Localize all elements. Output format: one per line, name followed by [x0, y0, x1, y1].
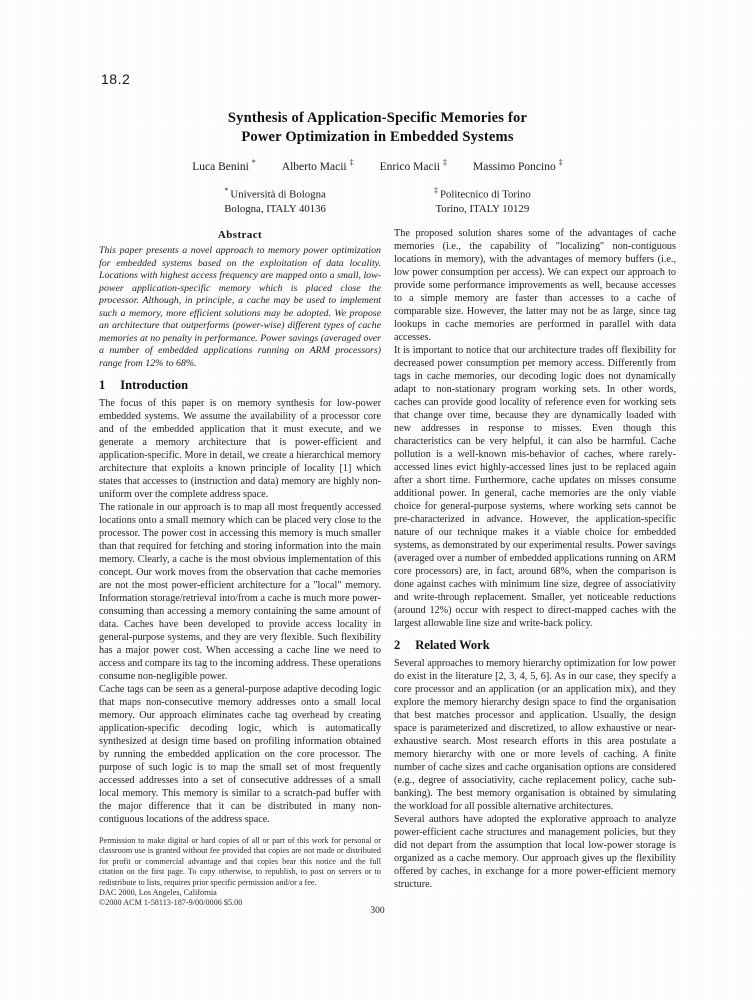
affiliation-city: Bologna, ITALY 40136: [224, 203, 326, 216]
paper-title-line-2: Power Optimization in Embedded Systems: [241, 129, 514, 145]
author-affiliation-marker: *: [251, 158, 256, 167]
affiliation-torino: [434, 184, 531, 217]
section-heading-introduction: [99, 378, 381, 393]
affiliation-institution: Università di Bologna: [230, 188, 326, 201]
abstract-text: This paper presents a novel approach to memory power optimization for embedded systems based on the exploitation of data locality. Locations with highest access frequency are mapped onto a small, low-power application-specific memory which is placed close the processor. Although, in principle, a cache may be used to implement such a memory, more efficient solutions may be adopted. We propose an architecture that outperforms (power-wise) different types of cache memories at no penalty in performance. Power savings (averaged over a number of embedded applications running on ARM processors) range from 12% to 68%.: [99, 245, 381, 369]
left-column: [99, 227, 381, 909]
section-title: Introduction: [120, 378, 189, 392]
affiliation-institution: Politecnico di Torino: [439, 188, 531, 201]
related-work-paragraph-2: Several authors have adopted the explorative approach to analyze power-efficient cache structures and management policies, but they did not depart from the assumption that local low-power storage is organized as a cache memory. Our approach gives up the flexibility offered by caches, in exchange for a more power-efficient memory structure.: [394, 814, 676, 890]
author-alberto-macii: Alberto Macii ‡: [281, 158, 354, 173]
affiliation-marker: *: [224, 186, 229, 195]
section-heading-related-work: [394, 638, 676, 653]
affiliations: [0, 184, 755, 217]
conference-line: DAC 2000, Los Angeles, California: [99, 888, 217, 898]
intro-paragraph-3: Cache tags can be seen as a general-purpose adaptive decoding logic that maps non-consecutive memory addresses onto a small local memory. Our approach eliminates cache tag overhead by creating application-specific decoding logic, which is automatically synthesized at design time based on profiling information obtained by running the embedded application on the core processor. The purpose of such logic is to map the small set of most frequently accessed addresses into a set of consecutive addresses of a small local memory. This memory is similar to a scratch-pad buffer with the major difference that it can be distributed in many non-contiguous locations of the address space.: [99, 684, 381, 825]
paper-title-line-1: Synthesis of Application-Specific Memories for: [227, 110, 528, 126]
author-luca-benini: Luca Benini *: [192, 158, 256, 173]
author-massimo-poncino: Massimo Poncino ‡: [472, 158, 563, 173]
affiliation-bologna: [224, 184, 326, 217]
intro-paragraph-2: The rationale in our approach is to map all most frequently accessed locations onto a small memory which can be placed very close to the processor. The power cost in accessing this memory is much smaller than that required for fetching and storing information into the main memory. Clearly, a cache is the most obvious implementation of this concept. Our work moves from the observation that cache memories are not the most power-efficient architecture for a "local" memory. Information storage/retrieval into/from a cache is much more power-consuming than accessing a memory containing the same amount of data. Caches have been developed to provide access locality in general-purpose systems, and they are very flexible. Such flexibility has a major power cost. When accessing a cache line we need to access and compare its tag to the incoming address. These operations consume non-negligible power.: [99, 502, 381, 682]
page-number: 300: [370, 906, 385, 916]
right-column: [394, 227, 676, 909]
abstract-heading: Abstract: [217, 229, 263, 241]
author-affiliation-marker: ‡: [558, 158, 563, 167]
author-affiliation-marker: ‡: [442, 158, 447, 167]
session-number: 18.2: [101, 71, 131, 87]
author-enrico-macii: Enrico Macii ‡: [379, 158, 447, 173]
intro-paragraph-4: The proposed solution shares some of the advantages of cache memories (i.e., the capability of "localizing" non-contiguous locations in memory), with the advantages of memory buffers (i.e., low power consumption per access). We can expect our approach to provide some performance improvements as well, because accesses to a simple memory are faster than accesses to a cache of comparable size. However, the latter may not be as large, since tag lookups in cache memories are performed in parallel with data accesses.: [394, 228, 676, 343]
copyright-footnote: [99, 836, 381, 909]
author-list: [0, 158, 755, 173]
paper-title: [0, 109, 755, 147]
permission-notice: Permission to make digital or hard copies of all or part of this work for personal or classroom use is granted without fee provided that copies are not made or distributed for profit or commercial advantage and that copies bear this notice and the full citation on the first page. To copy otherwise, to republish, to post on servers or to redistribute to lists, requires prior specific permission and/or a fee.: [99, 836, 381, 887]
section-number: 1: [99, 378, 106, 392]
affiliation-city: Torino, ITALY 10129: [435, 203, 530, 216]
intro-paragraph-5: It is important to notice that our architecture trades off flexibility for decreased power consumption per memory access. Differently from tags in cache memories, our decoding logic does not dynamically adapt to non-stationary program working sets. In other words, caches can provide good locality of reference even for working sets that change over time, because they are dynamically loaded with new addresses in response to misses. Even though this characteristics can be very helpful, it can also be harmful. Cache pollution is a well-known mis-behavior of caches, where rarely-accessed lines evict highly-accessed lines just to be replaced again after a short time. Furthermore, cache updates on misses consume additional power. In general, cache memories are the only viable choice for general-purpose systems, where working sets cannot be pre-characterized in advance. However, the application-specific nature of our technique makes it a viable choice for embedded systems, as demonstrated by our experimental results. Power savings (averaged over a number of embedded applications running on ARM core processors) are, in fact, around 68%, when the comparison is done against caches with minimum line size, degree of associativity and write-through replacement. Smaller, yet noticeable reductions (around 12%) occur with respect to direct-mapped caches with the largest allowable line size and write-back policy.: [394, 345, 676, 629]
section-number: 2: [394, 638, 401, 652]
two-column-body: [99, 227, 677, 909]
author-affiliation-marker: ‡: [349, 158, 354, 167]
intro-paragraph-1: The focus of this paper is on memory synthesis for low-power embedded systems. We assume the availability of a processor core and of the embedded application that it must execute, and we generate a memory architecture that is power-efficient and application-specific. More in detail, we create a hierarchical memory architecture that exploits a known principle of locality [1] which states that accesses to (instruction and data) memory are highly non-uniform over the complete address space.: [99, 398, 381, 500]
related-work-paragraph-1: Several approaches to memory hierarchy optimization for low power do exist in the literature [2, 3, 4, 5, 6]. As in our case, they specify a core processor and an application (or an application mix), and they explore the memory hierarchy design space to find the organisation that best matches processor and application. Usually, the design space is parameterized and discretized, to allow exhaustive or near-exhaustive search. Most research efforts in this area postulate a memory hierarchy with one or more levels of caching. A finite number of cache sizes and cache organisation options are considered (e.g., degree of associativity, cache replacement policy, cache sub-banking). The best memory organisation is obtained by simulating the workload for all possible alternative architectures.: [394, 658, 676, 812]
copyright-line: ©2000 ACM 1-58113-187-9/00/0006 $5.00: [99, 898, 243, 908]
affiliation-marker: ‡: [433, 186, 438, 195]
section-title: Related Work: [415, 638, 490, 652]
